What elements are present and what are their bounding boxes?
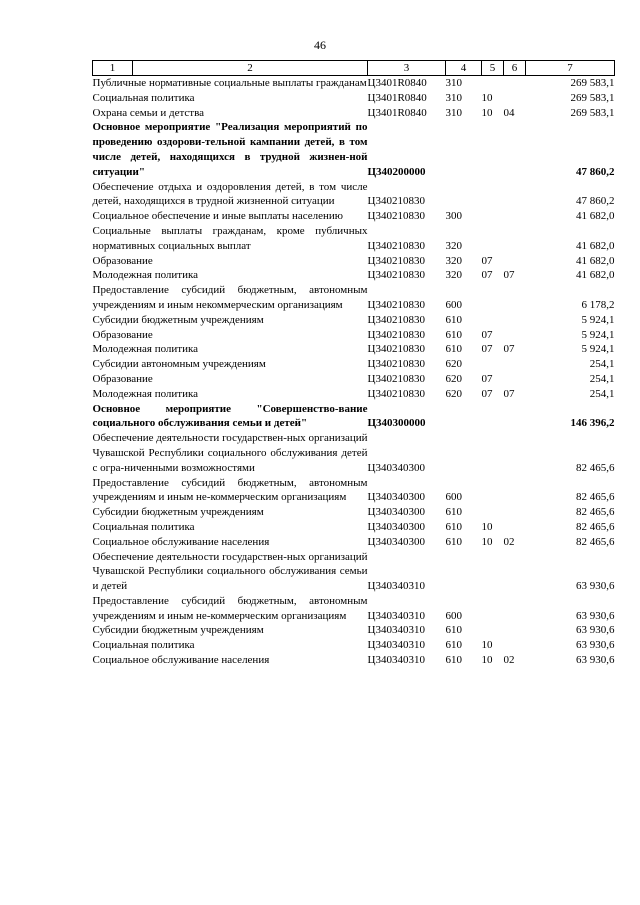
row-subsection — [504, 209, 526, 224]
row-sum: 6 178,2 — [581, 298, 615, 311]
row-subsection: 02 — [503, 654, 515, 667]
row-target-code: Ц340340310 — [367, 624, 425, 637]
row-name: Субсидии бюджетным учреждениям — [92, 624, 264, 637]
row-expense-group: 610 — [445, 520, 462, 533]
row-sum: 41 682,0 — [576, 210, 615, 223]
table-body — [93, 76, 615, 668]
row-target-code: Ц340340310 — [367, 654, 425, 667]
row-section — [482, 431, 504, 475]
row-target-code: Ц340200000 — [367, 165, 426, 178]
row-expense-group: 600 — [445, 609, 462, 622]
row-expense-group: 610 — [445, 624, 462, 637]
row-expense-group: 320 — [445, 269, 462, 282]
table-row — [93, 387, 615, 402]
table-row — [93, 357, 615, 372]
row-section — [482, 594, 504, 624]
row-section — [482, 476, 504, 506]
table-row — [93, 283, 615, 313]
table-row — [93, 653, 615, 668]
row-target-code: Ц3401R0840 — [367, 77, 427, 89]
row-section — [482, 505, 504, 520]
row-target-code: Ц3401R0840 — [367, 106, 427, 119]
row-name: Образование — [92, 328, 153, 341]
row-section: 10 — [481, 535, 493, 548]
row-subsection: 07 — [503, 387, 515, 400]
table-row — [93, 180, 615, 210]
row-name: Образование — [92, 254, 153, 267]
table-row — [93, 254, 615, 269]
row-subsection — [504, 91, 526, 106]
row-subsection — [504, 120, 526, 179]
row-target-code: Ц340210830 — [367, 254, 425, 267]
header-col-3: 3 — [368, 61, 446, 76]
row-target-code: Ц340210830 — [367, 239, 425, 252]
table-row — [93, 431, 615, 475]
row-section — [482, 209, 504, 224]
row-sum: 41 682,0 — [576, 269, 615, 282]
row-sum: 269 583,1 — [570, 91, 615, 104]
row-name: Субсидии бюджетным учреждениям — [92, 313, 264, 326]
row-subsection — [504, 372, 526, 387]
table-row — [93, 638, 615, 653]
row-sum: 254,1 — [589, 387, 615, 400]
row-subsection — [504, 180, 526, 210]
row-sum: 63 930,6 — [576, 654, 615, 667]
row-sum: 82 465,6 — [576, 491, 615, 504]
row-section — [482, 283, 504, 313]
table-row — [93, 313, 615, 328]
row-sum: 47 860,2 — [576, 165, 615, 178]
row-subsection — [504, 328, 526, 343]
row-name: Субсидии бюджетным учреждениям — [92, 506, 264, 519]
row-subsection — [504, 357, 526, 372]
row-subsection — [504, 254, 526, 269]
row-section: 10 — [481, 106, 493, 119]
row-expense-group: 610 — [445, 639, 462, 652]
row-expense-group: 600 — [445, 298, 462, 311]
row-name: Социальные выплаты гражданам, кроме публичных нормативных социальных выплат — [92, 224, 368, 252]
row-target-code: Ц340210830 — [367, 343, 425, 356]
row-target-code: Ц340210830 — [367, 195, 425, 208]
row-name: Социальная политика — [92, 639, 195, 652]
table-row — [93, 209, 615, 224]
row-sum: 82 465,6 — [576, 520, 615, 533]
row-sum: 5 924,1 — [581, 313, 615, 326]
row-subsection — [504, 594, 526, 624]
row-expense-group: 610 — [445, 313, 462, 326]
row-section: 10 — [481, 654, 493, 667]
row-expense-group — [446, 180, 482, 210]
table-row — [93, 342, 615, 357]
row-target-code: Ц340210830 — [367, 328, 425, 341]
table-row — [93, 402, 615, 432]
table-row — [93, 623, 615, 638]
row-expense-group — [446, 550, 482, 594]
row-sum: 5 924,1 — [581, 343, 615, 356]
row-sum: 82 465,6 — [576, 535, 615, 548]
row-name: Молодежная политика — [92, 343, 199, 356]
table-row — [93, 120, 615, 179]
header-col-7: 7 — [526, 61, 615, 76]
row-target-code: Ц340210830 — [367, 269, 425, 282]
row-subsection — [504, 520, 526, 535]
table-row — [93, 535, 615, 550]
row-subsection — [504, 505, 526, 520]
table-row — [93, 76, 615, 91]
row-section: 10 — [481, 639, 493, 652]
row-name: Образование — [92, 372, 153, 385]
row-subsection: 04 — [503, 106, 515, 119]
row-section: 07 — [481, 254, 493, 267]
row-expense-group: 310 — [445, 91, 462, 104]
row-section — [482, 550, 504, 594]
row-target-code: Ц3401R0840 — [367, 91, 427, 104]
row-sum: 41 682,0 — [576, 239, 615, 252]
row-section: 07 — [481, 269, 493, 282]
row-name: Социальное обеспечение и иные выплаты населению — [92, 210, 344, 223]
row-sum: 63 930,6 — [576, 639, 615, 652]
row-sum: 5 924,1 — [581, 328, 615, 341]
row-name: Предоставление субсидий бюджетным, автономным учреждениям и иным не-коммерческим организациям — [92, 594, 368, 622]
row-expense-group: 620 — [445, 372, 462, 385]
row-name: Молодежная политика — [92, 269, 199, 282]
row-target-code: Ц340210830 — [367, 313, 425, 326]
row-expense-group: 610 — [445, 535, 462, 548]
row-target-code: Ц340210830 — [367, 298, 425, 311]
row-expense-group: 610 — [445, 506, 462, 519]
row-subsection — [504, 283, 526, 313]
row-name: Обеспечение отдыха и оздоровления детей, в том числе детей, находящихся в трудной жизненной ситуации — [92, 180, 368, 208]
row-name: Социальное обслуживание населения — [92, 535, 270, 548]
row-name: Субсидии автономным учреждениям — [92, 358, 266, 371]
row-sum: 47 860,2 — [576, 195, 615, 208]
row-name: Предоставление субсидий бюджетным, автономным учреждениям и иным некоммерческим организациям — [92, 284, 368, 311]
page-number: 46 — [314, 38, 326, 52]
row-expense-group: 620 — [445, 358, 462, 371]
row-subsection — [504, 623, 526, 638]
row-name: Обеспечение деятельности государствен-ных организаций Чувашской Республики социального обслуживания детей с огра-ниченными возможностями — [92, 432, 368, 474]
row-expense-group: 610 — [445, 343, 462, 356]
row-subsection — [504, 402, 526, 432]
row-target-code: Ц340210830 — [367, 387, 425, 400]
table-row — [93, 594, 615, 624]
table-row — [93, 550, 615, 594]
row-expense-group: 620 — [445, 387, 462, 400]
row-section — [482, 313, 504, 328]
row-subsection: 02 — [503, 535, 515, 548]
row-expense-group — [446, 431, 482, 475]
row-target-code: Ц340340300 — [367, 506, 425, 519]
row-name: Предоставление субсидий бюджетным, автономным учреждениям и иным не-коммерческим организациям — [92, 476, 368, 504]
row-section: 07 — [481, 343, 493, 356]
row-name: Социальная политика — [92, 520, 195, 533]
table-row — [93, 520, 615, 535]
row-section — [482, 224, 504, 254]
row-expense-group — [446, 120, 482, 179]
header-col-2: 2 — [133, 61, 368, 76]
row-sum: 63 930,6 — [576, 624, 615, 637]
row-subsection — [504, 638, 526, 653]
row-sum: 82 465,6 — [576, 506, 615, 519]
row-section — [482, 623, 504, 638]
table-row — [93, 476, 615, 506]
row-expense-group: 300 — [445, 210, 462, 223]
row-expense-group: 310 — [445, 77, 462, 89]
row-target-code: Ц340300000 — [367, 417, 426, 430]
row-target-code: Ц340210830 — [367, 210, 425, 223]
row-section — [482, 180, 504, 210]
row-target-code: Ц340210830 — [367, 372, 425, 385]
row-sum: 254,1 — [589, 372, 615, 385]
row-subsection — [504, 313, 526, 328]
row-section: 07 — [481, 372, 493, 385]
row-name: Социальное обслуживание населения — [92, 654, 270, 667]
row-subsection: 07 — [503, 269, 515, 282]
header-col-4: 4 — [446, 61, 482, 76]
row-section: 07 — [481, 387, 493, 400]
row-sum: 146 396,2 — [570, 417, 615, 430]
row-expense-group: 610 — [445, 654, 462, 667]
row-name: Охрана семьи и детства — [92, 106, 205, 119]
row-expense-group: 310 — [445, 106, 462, 119]
header-row — [93, 61, 615, 76]
row-target-code: Ц340340310 — [367, 580, 425, 593]
row-expense-group — [446, 402, 482, 432]
table-row — [93, 268, 615, 283]
row-section: 07 — [481, 328, 493, 341]
row-sum: 63 930,6 — [576, 580, 615, 593]
row-expense-group: 610 — [445, 328, 462, 341]
row-section — [482, 76, 504, 91]
row-expense-group: 320 — [445, 254, 462, 267]
row-target-code: Ц340210830 — [367, 358, 425, 371]
header-col-6: 6 — [504, 61, 526, 76]
row-expense-group: 600 — [445, 491, 462, 504]
row-sum: 254,1 — [589, 358, 615, 371]
table-row — [93, 224, 615, 254]
row-section — [482, 402, 504, 432]
header-col-1: 1 — [93, 61, 133, 76]
row-target-code: Ц340340300 — [367, 520, 425, 533]
budget-table — [92, 60, 615, 668]
row-section — [482, 120, 504, 179]
row-target-code: Ц340340300 — [367, 491, 425, 504]
row-sum: 63 930,6 — [576, 609, 615, 622]
row-section — [482, 357, 504, 372]
row-subsection — [504, 476, 526, 506]
row-expense-group: 320 — [445, 239, 462, 252]
row-target-code: Ц340340300 — [367, 461, 425, 474]
row-subsection — [504, 431, 526, 475]
row-sum: 41 682,0 — [576, 254, 615, 267]
row-sum: 269 583,1 — [570, 106, 615, 119]
table-row — [93, 106, 615, 121]
row-section: 10 — [481, 520, 493, 533]
row-target-code: Ц340340310 — [367, 609, 425, 622]
row-subsection — [504, 224, 526, 254]
row-sum: 82 465,6 — [576, 461, 615, 474]
table-row — [93, 328, 615, 343]
row-name: Молодежная политика — [92, 387, 199, 400]
table-row — [93, 372, 615, 387]
row-name: Социальная политика — [92, 91, 195, 104]
row-name: Основное мероприятие "Реализация мероприятий по проведению оздорови-тельной кампании детей, в том числе детей, находящихся в трудной жизнен-ной ситуации" — [92, 121, 368, 178]
row-name: Основное мероприятие "Совершенство-вание социального обслуживания семьи и детей" — [92, 402, 368, 430]
row-name: Публичные нормативные социальные выплаты гражданам — [92, 77, 367, 89]
header-col-5: 5 — [482, 61, 504, 76]
row-target-code: Ц340340300 — [367, 535, 425, 548]
table-row — [93, 505, 615, 520]
row-name: Обеспечение деятельности государствен-ных организаций Чувашской Республики социального обслуживания семьи и детей — [92, 550, 368, 593]
row-subsection: 07 — [503, 343, 515, 356]
row-target-code: Ц340340310 — [367, 639, 425, 652]
row-section: 10 — [481, 91, 493, 104]
row-subsection — [504, 550, 526, 594]
row-sum: 269 583,1 — [570, 77, 615, 89]
table-row — [93, 91, 615, 106]
row-subsection — [504, 76, 526, 91]
